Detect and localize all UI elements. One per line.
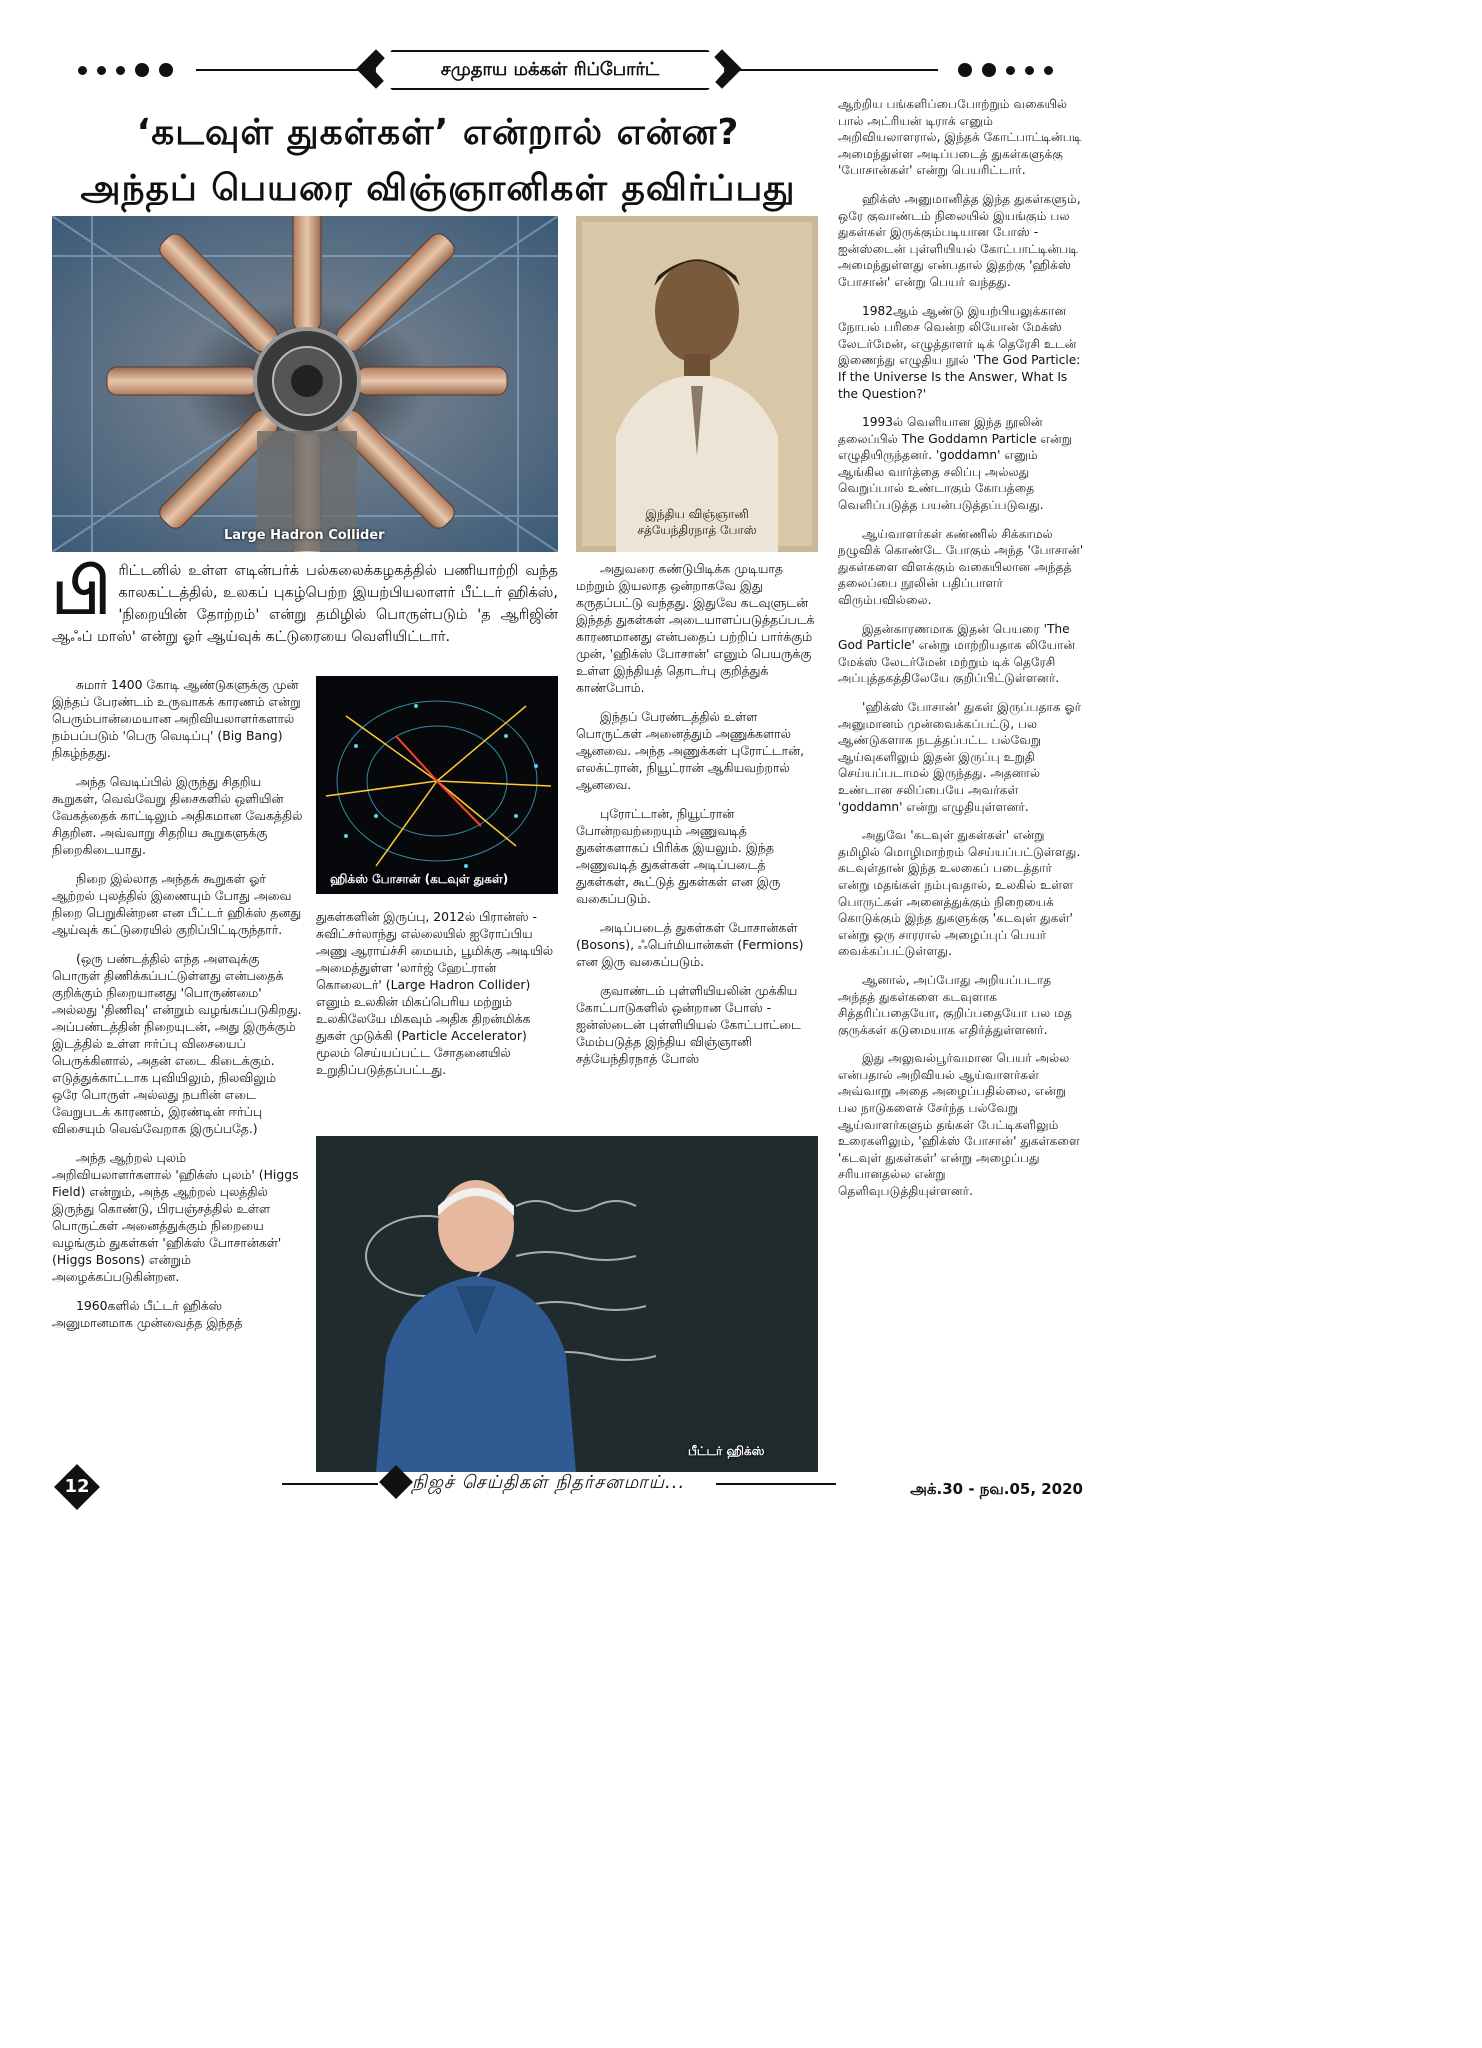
col4-para-8: அதுவே 'கடவுள் துகள்கள்' என்று தமிழில் மொழிமாற்றம் செய்யப்பட்டுள்ளது. கடவுள்தான் இந்த உலகைப் படைத்தார் என்று மதங்கள் நம்புவதால், உலகில் உள்ள பொருட்கள் அனைத்துக்கும் நிறையைக் கொடுக்கும் இந்த துகளுக்கு 'கடவுள் துகள்' என்று ஒரு சாரரால் அழைப்புப் பெயர் வைக்கப்பட்டுள்ளது. [838,828,1081,959]
col4-para-10: இது அலுவல்பூர்வமான பெயர் அல்ல என்பதால் அறிவியல் ஆய்வாளர்கள் அவ்வாறு அதை அழைப்பதில்லை, என்று பல நாடுகளைச் சேர்ந்த பல்வேறு ஆய்வாளர்களும் தங்கள் பேட்டிகளிலும் உரைகளிலும், 'ஹிக்ஸ் போசான்' துகள்களை 'கடவுள் துகள்கள்' என்று அழைப்பது சரியானதல்ல என்று தெளிவுபடுத்தியுள்ளனர். [838,1051,1081,1199]
col3-para-4: அடிப்படைத் துகள்கள் போசான்கள் (Bosons), ஃபெர்மியான்கள் (Fermions) என இரு வகைப்படும். [576,920,804,969]
bose-caption [576,506,818,538]
col3-para-5: குவாண்டம் புள்ளியியலின் முக்கிய கோட்பாடுகளில் ஒன்றான போஸ் - ஐன்ஸ்டைன் புள்ளியியல் கோட்பாட்டை மேம்படுத்த இந்திய விஞ்ஞானி சத்யேந்திரநாத் போஸ் [576,983,801,1066]
col4-para-5: ஆய்வாளர்கள் கண்ணில் சிக்காமல் நழுவிக் கொண்டே போகும் அந்த 'போசான்' துகள்களை விளக்கும் வகையிலான அந்தத் தலைப்பை நூலின் பதிப்பாளர் விரும்பவில்லை. [838,526,1084,608]
col3-para-2: இந்தப் பேரண்டத்தில் உள்ள பொருட்கள் அனைத்தும் அணுக்களால் ஆனவை. அந்த அணுக்கள் புரோட்டான், எலக்ட்ரான், நியூட்ரான் ஆகியவற்றால் ஆனவை. [576,709,805,792]
col3-para-3: புரோட்டான், நியூட்ரான் போன்றவற்றையும் அணுவடித் துகள்களாகப் பிரிக்க இயலும். இந்த அணுவடித் துகள்கள் அடிப்படைத் துகள்கள், கூட்டுத் துகள்கள் என இரு வகைப்படும். [576,806,781,906]
bose-portrait [576,216,818,552]
footer-rule-right [716,1483,836,1485]
col4-para-6: இதன்காரணமாக இதன் பெயரை 'The God Particle' என்று மாற்றியதாக லியோன் மேக்ஸ் லேடர்மேன் மற்றும் டிக் தெரேசி அப்புத்தகத்திலேயே குறிப்பிட்டுள்ளனர். [838,621,1076,686]
column-2 [316,908,558,1090]
footer-rule-left [282,1483,378,1485]
col1-para-3: நிறை இல்லாத அந்தக் கூறுகள் ஓர் ஆற்றல் புலத்தில் இணையும் போது அவை நிறை பெறுகின்றன என பீட்டர் ஹிக்ஸ் தனது ஆய்வுக் கட்டுரையில் குறிப்பிட்டிருந்தார். [52,871,302,937]
column-4 [838,96,1084,1212]
col1-para-6: 1960களில் பீட்டர் ஹிக்ஸ் அனுமானமாக முன்வைத்த இந்தத் [52,1298,243,1330]
col1-para-5: அந்த ஆற்றல் புலம் அறிவியலாளர்களால் 'ஹிக்ஸ் புலம்' (Higgs Field) என்றும், அந்த ஆற்றல் புலத்தில் இருந்து கொண்டு, பிரபஞ்சத்தில் உள்ள பொருட்கள் அனைத்துக்கும் நிறையை வழங்கும் துகள்கள் 'ஹிக்ஸ் போசான்கள்' (Higgs Bosons) என்றும் அழைக்கப்படுகின்றன. [52,1150,299,1284]
col4-para-2: ஹிக்ஸ் அனுமானித்த இந்த துகள்களும், ஒரே குவாண்டம் நிலையில் இயங்கும் பல துகள்கள் இருக்கும்படியான போஸ் - ஐன்ஸ்டைன் புள்ளியியல் கோட்பாட்டின்படி அமைந்துள்ளது என்பதால் இதற்கு 'ஹிக்ஸ் போசான்' என்று பெயர் வந்தது. [838,191,1081,289]
higgs-photo [316,1136,818,1472]
dropcap: பி [52,555,111,629]
lead-text: ரிட்டனில் உள்ள எடின்பர்க் பல்கலைக்கழகத்தில் பணியாற்றி வந்த காலகட்டத்தில், உலகப் புகழ்பெற்ற இயற்பியலாளர் பீட்டர் ஹிக்ஸ், 'நிறையின் தோற்றம்' என்று தமிழில் பொருள்படும் 'த ஆரிஜின் ஆஃப் மாஸ்' என்று ஓர் ஆய்வுக் கட்டுரையை வெளியிட்டார். [52,563,558,645]
lead-paragraph [52,555,558,648]
headline-line-2: அந்தப் பெயரை விஞ்ஞானிகள் தவிர்ப்பது [80,168,796,209]
col4-para-7: 'ஹிக்ஸ் போசான்' துகள் இருப்பதாக ஓர் அனுமானம் முன்வைக்கப்பட்டு, பல ஆண்டுகளாக நடத்தப்பட்ட பல்வேறு ஆய்வுகளிலும் இதன் இருப்பு உறுதி செய்யப்படாமல் இருந்தது. அதனால் உண்டான சலிப்பையே அவர்கள் 'goddamn' என்று எழுதியுள்ளனர். [838,700,1082,814]
header-dots-left [78,62,173,78]
col1-para-1: சுமார் 1400 கோடி ஆண்டுகளுக்கு முன் இந்தப் பேரண்டம் உருவாகக் காரணம் என்று பெரும்பான்மையான அறிவியலாளர்களால் நம்பப்படும் 'பெரு வெடிப்பு' (Big Bang) நிகழ்ந்தது. [52,677,301,760]
col4-para-1: ஆற்றிய பங்களிப்பைபோற்றும் வகையில் பால் அட்ரியன் டிராக் எனும் அறிவியலாளரால், இந்தக் கோட்பாட்டின்படி அமைந்துள்ள அடிப்படைத் துகள்களுக்கு 'போசான்கள்' என்று பெயரிட்டார். [838,97,1082,178]
col3-para-1: அதுவரை கண்டுபிடிக்க முடியாத மற்றும் இயலாத ஒன்றாகவே இது கருதப்பட்டு வந்தது. இதுவே கடவுளுடன் இந்தத் துகள்கள் அடையாளப்படுத்தப்படக் காரணமானது என்பதைப் பற்றிப் பார்க்கும் முன், 'ஹிக்ஸ் போசான்' எனும் பெயருக்கு உள்ள இந்தியத் தொடர்பு குறித்துக் காண்போம். [576,561,815,695]
col2-para-1: துகள்களின் இருப்பு, 2012ல் பிரான்ஸ் - சுவிட்சர்லாந்து எல்லையில் ஐரோப்பிய அணு ஆராய்ச்சி மையம், பூமிக்கு அடியில் அமைத்துள்ள 'லார்ஜ் ஹேட்ரான் கொலைடர்' (Large Hadron Collider) எனும் உலகின் மிகப்பெரிய மற்றும் உலகிலேயே மிகவும் அதிக திறன்மிக்க துகள் முடுக்கி (Particle Accelerator) மூலம் செய்யப்பட்ட சோதனையில் உறுதிப்படுத்தப்பட்டது. [316,909,554,1077]
lhc-photo [52,216,558,552]
headline-line-1: ‘கடவுள் துகள்கள்’ என்றால் என்ன? [136,112,740,153]
page-number-badge [52,1462,102,1512]
issue-date: அக்.30 - நவ.05, 2020 [910,1480,1083,1498]
bose-caption-line-2: சத்யேந்திரநாத் போஸ் [637,523,757,537]
page-number: 12 [64,1476,90,1497]
col4-para-9: ஆனால், அப்போது அறியப்படாத அந்தத் துகள்களை கடவுளாக சித்தரிப்பதையோ, குறிப்பதையோ பல மத குருக்கள் கடுமையாக எதிர்த்துள்ளனர். [838,972,1073,1037]
header-rule-right [738,69,938,71]
col1-para-4: (ஒரு பண்டத்தில் எந்த அளவுக்கு பொருள் திணிக்கப்பட்டுள்ளது என்பதைக் குறிக்கும் நிறையானது 'பொருண்மை' அல்லது 'திணிவு' என்றும் வழங்கப்படுகிறது. அப்பண்டத்தின் நிறையுடன், அது இருக்கும் இடத்தில் உள்ள ஈர்ப்பு விசையைப் பெருக்கினால், அதன் எடை கிடைக்கும். எடுத்துக்காட்டாக புவியிலும், நிலவிலும் ஒரே பொருள் அல்லது நபரின் எடை வேறுபடக் காரணம், இரண்டின் ஈர்ப்பு விசையும் வெவ்வேறாக இருப்பதே.) [52,951,302,1136]
col1-para-2: அந்த வெடிப்பில் இருந்து சிதறிய கூறுகள், வெவ்வேறு திசைகளில் ஒளியின் வேகத்தைக் காட்டிலும் அதிகமான வேகத்தில் சிதறின. அவ்வாறு சிதறிய கூறுகளுக்கு நிறைகிடையாது. [52,774,303,857]
collision-caption: ஹிக்ஸ் போசான் (கடவுள் துகள்) [330,872,509,886]
header-rule-left [196,69,372,71]
footer-tagline: நிஜச் செய்திகள் நிதர்சனமாய்... [412,1472,686,1493]
header-dots-right [958,62,1053,78]
column-1 [52,676,304,1343]
lhc-caption: Large Hadron Collider [224,528,385,543]
col4-para-3: 1982ஆம் ஆண்டு இயற்பியலுக்கான நோபல் பரிசை வென்ற லியோன் மேக்ஸ் லேடர்மேன், எழுத்தாளர் டிக் தெரேசி உடன் இணைந்து எழுதிய நூல் 'The God Particle: If the Universe Is the Answer, What Is the Question?' [838,303,1081,401]
column-3 [576,560,818,1079]
bose-caption-line-1: இந்திய விஞ்ஞானி [645,507,749,521]
section-title: சமுதாய மக்கள் ரிப்போர்ட் [440,58,660,80]
collision-image [316,676,558,894]
higgs-caption: பீட்டர் ஹிக்ஸ் [688,1444,765,1458]
col4-para-4: 1993ல் வெளியான இந்த நூலின் தலைப்பில் The Goddamn Particle என்று எழுதியிருந்தனர். 'goddamn' எனும் ஆங்கில வார்த்தை சலிப்பு அல்லது வெறுப்பால் உண்டாகும் கோபத்தை வெளிப்படுத்த பயன்படுத்தப்படுவது. [838,415,1073,513]
